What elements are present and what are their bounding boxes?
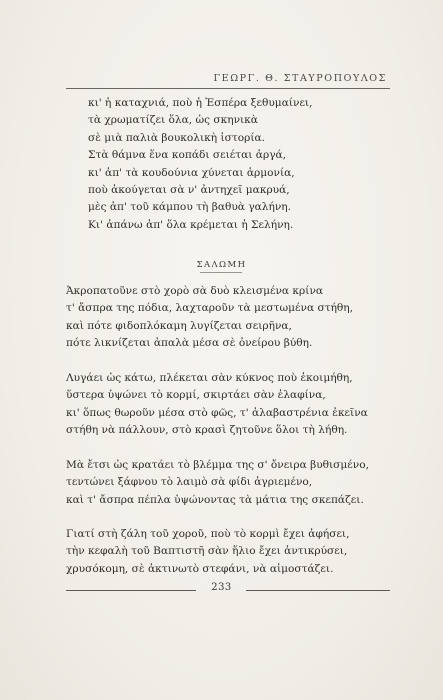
poem-stanza-2 (66, 370, 368, 440)
verse-line: καὶ πότε φιδοπλόκαμη λυγίζεται σειρῆνα, (66, 319, 292, 332)
verse-line: κι' ἀπ' τὰ κουδούνια χύνεται ἁρμονία, (88, 166, 295, 179)
verse-line: καὶ τ' ἄσπρα πέπλα ὑψώνοντας τὰ μάτια της σκεπάζει. (66, 493, 364, 506)
verse-line: μὲς ἀπ' τοῦ κάμπου τὴ βαθυὰ γαλήνη. (88, 201, 292, 214)
poem-title: ΣΑΛΩΜΗ (196, 260, 247, 270)
title-underline (200, 272, 242, 273)
stanza-continued (88, 95, 312, 234)
verse-line: τ' ἄσπρα της πόδια, λαχταροῦν τὰ μεστωμένα στήθη, (66, 302, 354, 315)
footer-rule-right (246, 590, 390, 591)
verse-line: Κι' ἀπάνω ἀπ' ὅλα κρέμεται ἡ Σελήνη. (88, 218, 294, 231)
verse-line: πότε λικνίζεται ἁπαλὰ μέσα σὲ ὀνείρου βύθη. (66, 337, 313, 350)
verse-line: σὲ μιὰ παλιὰ βουκολικὴ ἱστορία. (88, 131, 266, 144)
verse-line: Μὰ ἔτσι ὡς κρατάει τὸ βλέμμα της σ' ὄνειρα βυθισμένο, (66, 459, 369, 471)
verse-line: τὰ χρωματίζει ὅλα, ὡς σκηνικὰ (88, 114, 258, 127)
verse-line: τὴν κεφαλὴ τοῦ Βαπτιστῆ σὰν ἥλιο ἔχει ἀντικρύσει, (66, 545, 348, 558)
verse-line: Στὰ θάμνα ἕνα κοπάδι σειέται ἀργά, (88, 149, 287, 162)
verse-line: Ἀκροπατοῦνε στὸ χορὸ σὰ δυὸ κλεισμένα κρίνα (66, 285, 324, 297)
verse-line: ποὺ ἀκούγεται σὰ ν' ἀντηχεῖ μακρυά, (88, 184, 290, 197)
poem-stanza-3 (66, 457, 369, 509)
verse-line: ὕστερα ὑψώνει τὸ κορμί, σκιρτάει σὰν ἐλαφίνα, (66, 389, 326, 402)
poem-stanza-4 (66, 526, 349, 578)
verse-line: Λυγάει ὡς κάτω, πλέκεται σὰν κύκνος ποὺ ἐκοιμήθη, (66, 372, 353, 384)
poem-stanza-1 (66, 283, 353, 353)
verse-line: στήθη νὰ πάλλουν, στὸ κρασὶ ζητοῦνε ὅλοι τὴ λήθη. (66, 424, 348, 437)
verse-line: χρυσόκομη, σὲ ἀκτινωτὸ στεφάνι, νὰ αἱμοστάζει. (66, 562, 334, 575)
page-number: 233 (211, 582, 232, 593)
verse-line: τεντώνει ξάφνου τὸ λαιμὸ σὰ φίδι ἀγριεμένο, (66, 476, 313, 489)
verse-line: κι' ὅπως θωροῦν μέσα στὸ φῶς, τ' ἀλαβαστρένια ἐκεῖνα (66, 406, 368, 419)
verse-line: Γιατί στὴ ζάλη τοῦ χοροῦ, ποὺ τὸ κορμὶ ἔχει ἀφήσει, (66, 528, 350, 540)
header-rule (66, 88, 390, 89)
verse-line: κι' ἡ καταχνιά, ποὺ ἡ Ἑσπέρα ξεθυμαίνει, (88, 97, 313, 109)
running-head: ΓΕΩΡΓ. Θ. ΣΤΑΥΡΟΠΟΥΛΟΣ (213, 73, 387, 84)
